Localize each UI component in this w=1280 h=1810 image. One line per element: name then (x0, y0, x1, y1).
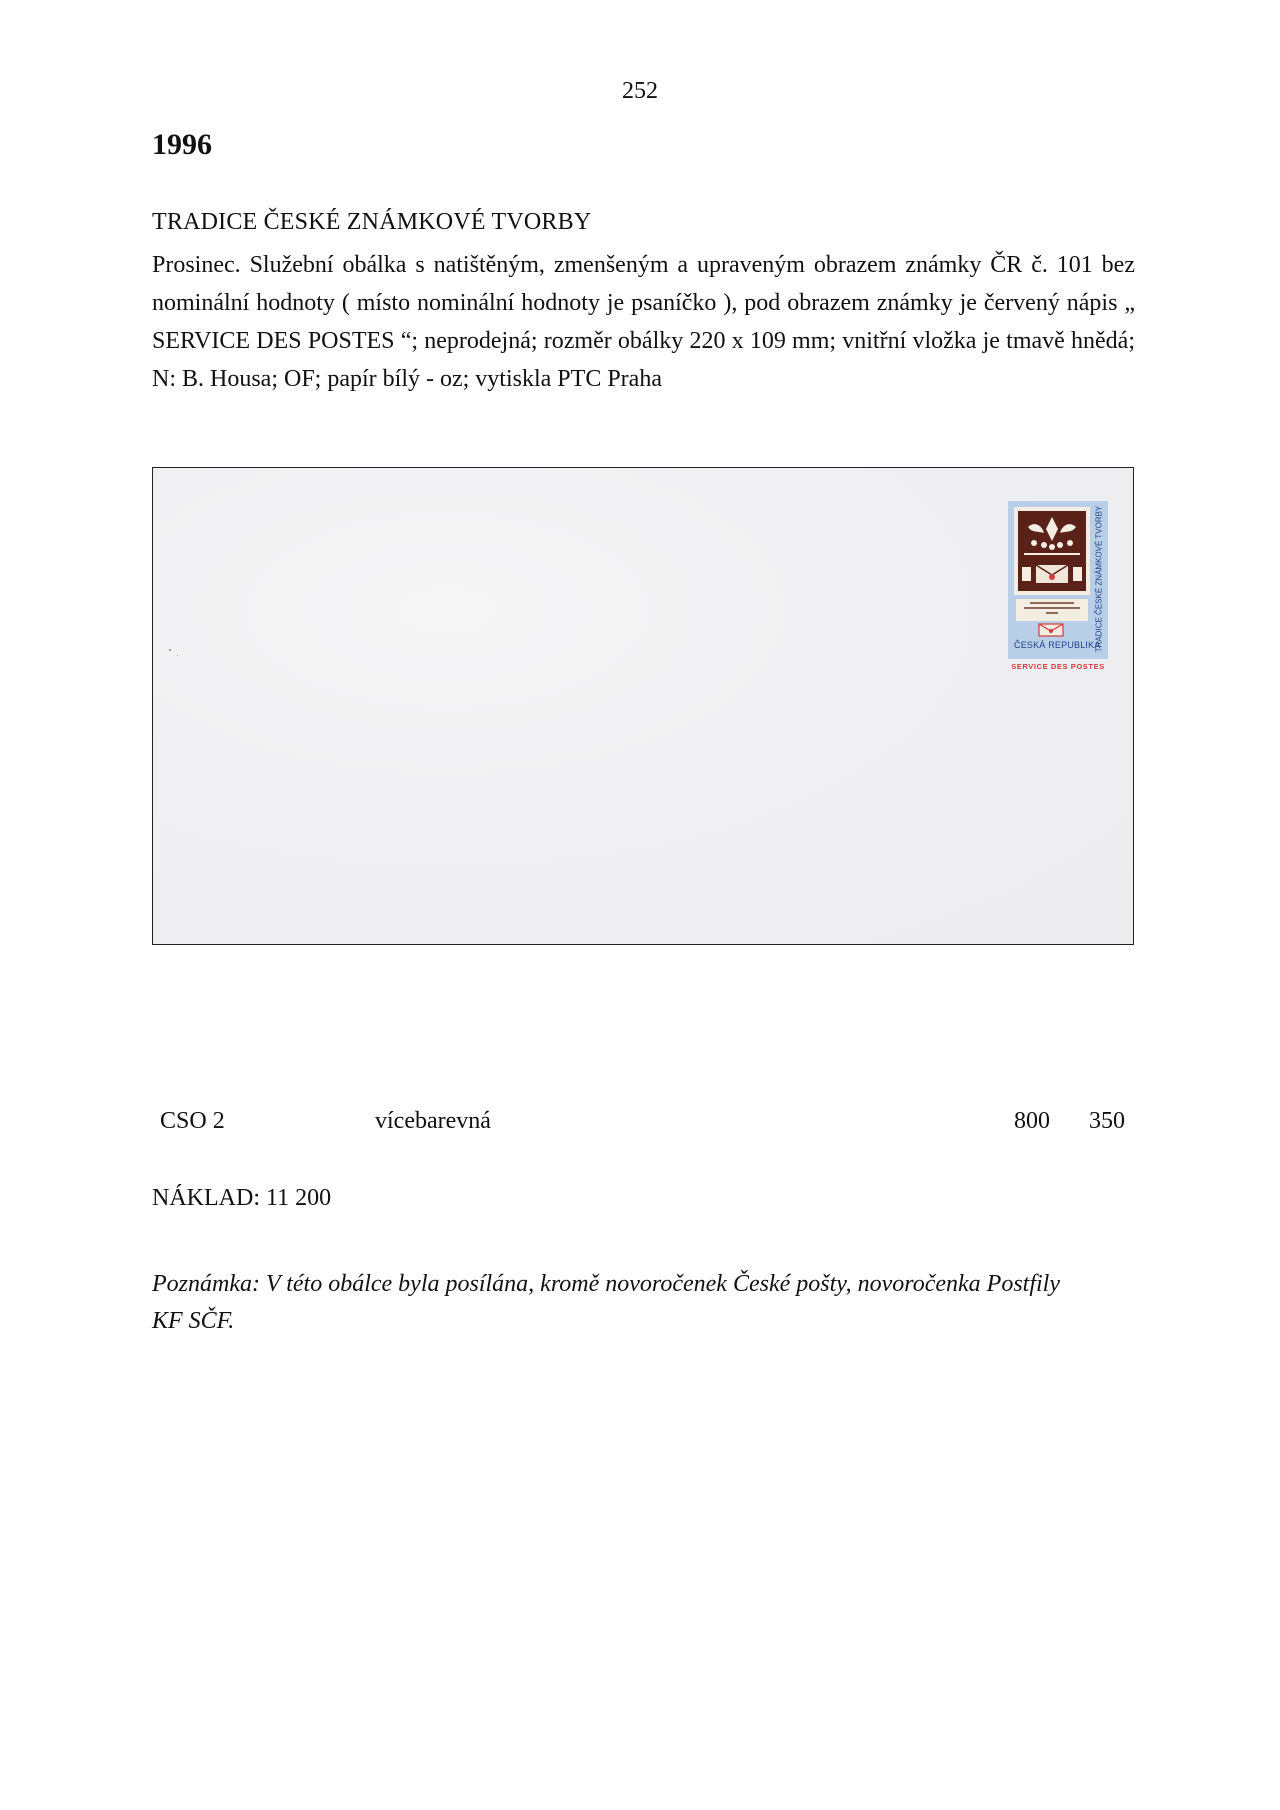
envelope-icon (1038, 623, 1064, 637)
series-title: TRADICE ČESKÉ ZNÁMKOVÉ TVORBY (152, 209, 592, 235)
envelope-image (152, 467, 1134, 945)
page-number: 252 (622, 78, 658, 104)
print-run: NÁKLAD: 11 200 (152, 1185, 332, 1211)
paper-speck (169, 649, 171, 651)
stamp-vertical-text: TRADICE ČESKÉ ZNÁMKOVÉ TVORBY (1094, 505, 1104, 653)
note-paragraph: Poznámka: V této obálce byla posílána, kromě novoročenek České pošty, novoročenka Postfily KF SČF. (152, 1271, 1060, 1334)
printed-stamp (1008, 501, 1108, 659)
stamp-country-label: ČESKÁ REPUBLIKA (1014, 640, 1101, 650)
year-heading: 1996 (152, 128, 212, 161)
stamp-caption-block (1016, 599, 1088, 621)
stamp-picture (1014, 507, 1090, 595)
catalog-price-used: 350 (1089, 1108, 1125, 1134)
stamp-vertical-title (1092, 505, 1106, 653)
paper-speck (177, 655, 178, 656)
description-paragraph: Prosinec. Služební obálka s natištěným, zmenšeným a upraveným obrazem známky ČR č. 101 bez nominální hodnoty ( místo nominální hodnoty je psaníčko ), pod obrazem známky je červený nápis „ SERVICE DES POSTES “; neprodejná; rozměr obálky 220 x 109 mm; vnitřní vložka je tmavě hnědá; N: B. Housa; OF; papír bílý - oz; vytiskla PTC Praha (152, 252, 1135, 392)
catalog-color: vícebarevná (375, 1108, 491, 1134)
service-des-postes-label: SERVICE DES POSTES (1011, 662, 1105, 671)
catalog-price-mint: 800 (1014, 1108, 1050, 1134)
catalog-row (152, 1108, 1135, 1138)
catalog-number: CSO 2 (160, 1108, 225, 1134)
